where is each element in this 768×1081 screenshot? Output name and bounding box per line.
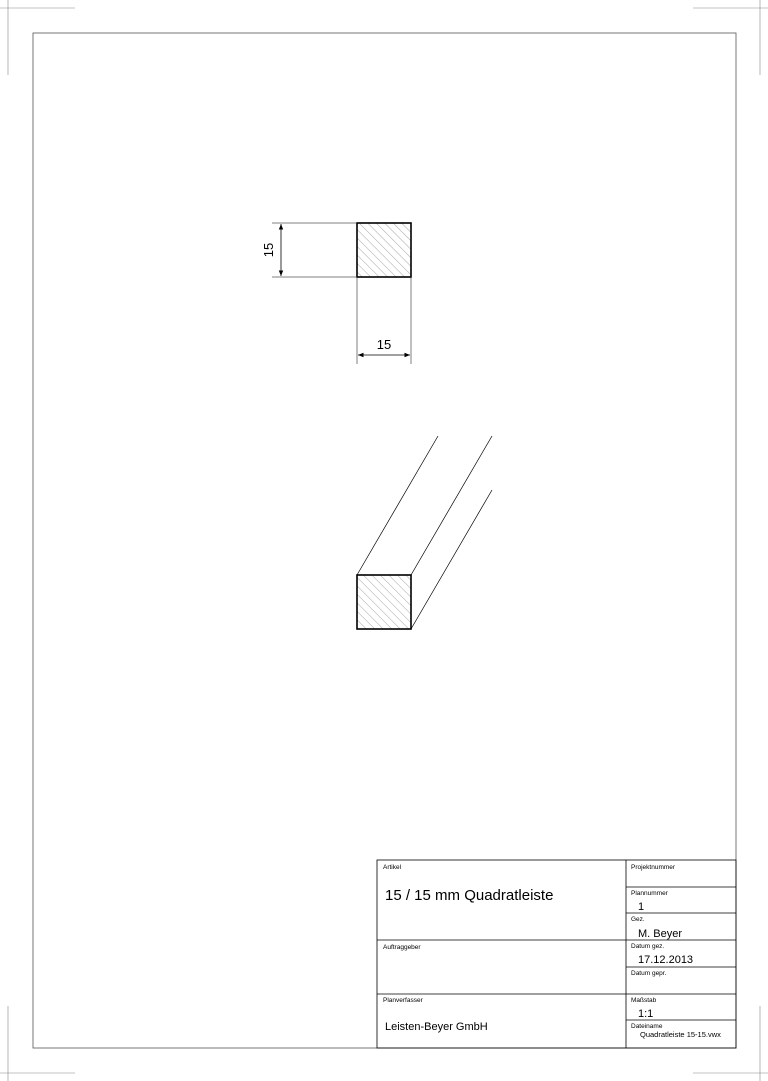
- height-dimension-text: 15: [261, 242, 276, 258]
- dateiname-value: Quadratleiste 15-15.vwx: [640, 1030, 721, 1039]
- gez-value: M. Beyer: [638, 928, 683, 940]
- projektnummer-label: Projektnummer: [631, 864, 676, 871]
- plannummer-label: Plannummer: [631, 890, 668, 897]
- artikel-value: 15 / 15 mm Quadratleiste: [385, 887, 554, 904]
- gez-label: Gez.: [631, 916, 645, 923]
- datum-gez-label: Datum gez.: [631, 943, 665, 950]
- datum-gepr-label: Datum gepr.: [631, 970, 667, 977]
- section-square: [357, 223, 411, 277]
- artikel-label: Artikel: [383, 864, 402, 871]
- isometric-view: [357, 436, 492, 629]
- massstab-value: 1:1: [638, 1008, 654, 1020]
- auftraggeber-label: Auftraggeber: [383, 944, 421, 951]
- plannummer-value: 1: [638, 901, 645, 913]
- datum-gez-value: 17.12.2013: [638, 954, 694, 966]
- title-block-text: [383, 864, 721, 1039]
- planverfasser-value: Leisten-Beyer GmbH: [385, 1021, 488, 1033]
- planverfasser-label: Planverfasser: [383, 997, 423, 1004]
- dateiname-label: Dateiname: [631, 1023, 663, 1030]
- cross-section-view: [261, 223, 411, 364]
- iso-front-face: [357, 575, 411, 629]
- width-dimension-text: 15: [376, 337, 392, 352]
- massstab-label: Maßstab: [631, 997, 657, 1004]
